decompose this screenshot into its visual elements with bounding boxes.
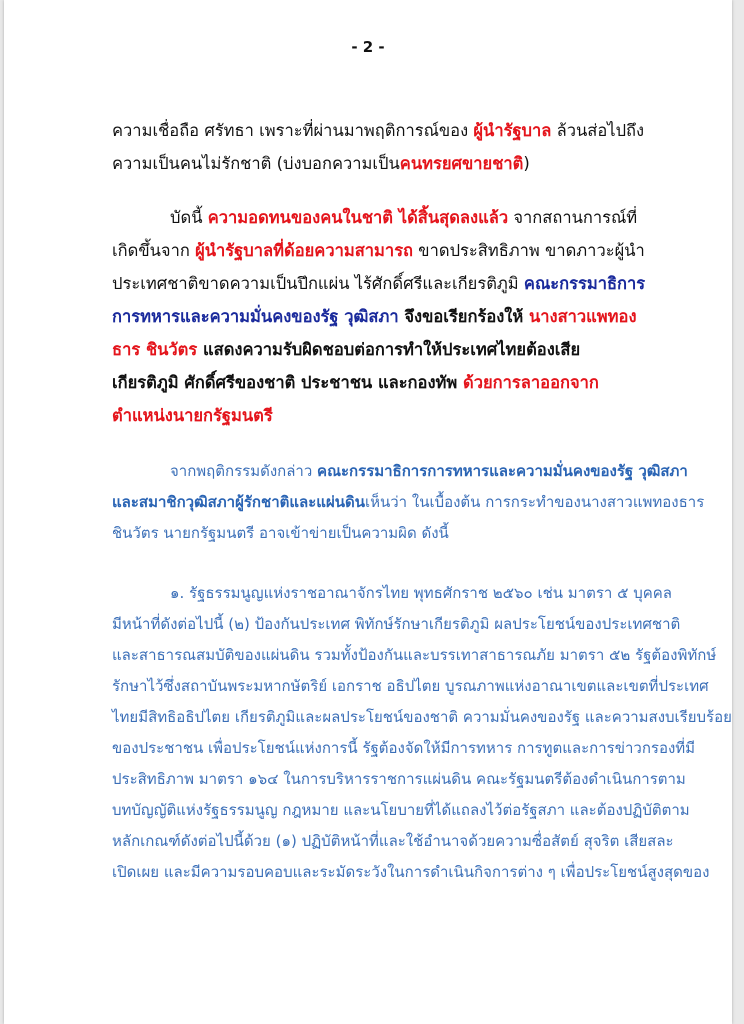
text: เกิดขึ้นจาก [112,241,196,260]
text: ล้วนส่อไปถึง [551,121,645,140]
p4-line: ของประชาชน เพื่อประโยชน์แห่งการนี้ รัฐต้องจัดให้มีการทหาร การทูตและการข่าวกรองที่มี [112,739,696,757]
p2-line-7 [112,399,668,432]
text: ขาดประสิทธิภาพ ขาดภาวะผู้นำ [413,241,645,260]
p4-line: รักษาไว้ซึ่งสถาบันพระมหากษัตริย์ เอกราช อธิปไตย บูรณภาพแห่งอาณาเขตและเขตที่ประเทศ [112,677,709,695]
highlight-government-leader: ผู้นำรัฐบาล [473,121,552,140]
highlight-resign: ด้วยการลาออกจาก [463,373,599,392]
text: ) [523,154,530,173]
text: เกียรติภูมิ ศักดิ์ศรีของชาติ ประชาชน และกองทัพ [112,373,464,392]
page-number: - 2 - [351,38,385,56]
p2-line-5 [112,333,668,366]
text: ประเทศชาติขาดความเป็นปึกแผ่น ไร้ศักดิ์ศรีและเกียรติภูมิ [112,274,524,293]
text: จึงขอเรียกร้องให้ [398,307,529,326]
p4-line: และสาธารณสมบัติของแผ่นดิน รวมทั้งป้องกันและบรรเทาสาธารณภัย มาตรา ๕๒ รัฐต้องพิทักษ์ [112,646,717,664]
highlight-incompetent-leader: ผู้นำรัฐบาลที่ด้อยความสามารถ [195,241,414,260]
p1-line-2 [112,147,668,180]
p3-line-3 [112,518,668,549]
paragraph-1 [112,114,668,180]
text: เห็นว่า ในเบื้องต้น การกระทำของนางสาวแพทองธาร [364,493,705,511]
p4-line: ไทยมีสิทธิอธิปไตย เกียรติภูมิและผลประโยชน์ของชาติ ความมั่นคงของรัฐ และความสงบเรียบร้อย [112,708,732,726]
highlight-prime-minister-position: ตำแหน่งนายกรัฐมนตรี [112,406,273,425]
highlight-committee: คณะกรรมาธิการการทหารและความมั่นคงของรัฐ วุฒิสภา [317,462,688,480]
p3-line-2 [112,487,705,518]
text: ชินวัตร นายกรัฐมนตรี อาจเข้าข่ายเป็นความผิด ดังนี้ [112,524,449,542]
highlight-patience-ended: ความอดทนของคนในชาติ ได้สิ้นสุดลงแล้ว [207,208,509,227]
p4-line: บทบัญญัติแห่งรัฐธรรมนูญ กฎหมาย และนโยบายที่ได้แถลงไว้ต่อรัฐสภา และต้องปฏิบัติตาม [112,801,690,819]
p2-line-1 [112,201,668,234]
p4-line: เปิดเผย และมีความรอบคอบและระมัดระวังในการดำเนินกิจการต่าง ๆ เพื่อประโยชน์สูงสุดของ [112,863,710,881]
text: จากสถานการณ์ที่ [508,208,638,227]
text: ความเชื่อถือ ศรัทธา เพราะที่ผ่านมาพฤติการณ์ของ [112,121,474,140]
paragraph-3 [112,456,705,549]
text: จากพฤติกรรมดังกล่าว [170,462,318,480]
p4-line: หลักเกณฑ์ดังต่อไปนี้ด้วย (๑) ปฏิบัติหน้าที่และใช้อำนาจด้วยความซื่อสัตย์ สุจริต เสียสละ [112,832,674,850]
p1-line-1 [112,114,668,147]
p2-line-3 [112,267,668,300]
p2-line-2 [112,234,668,267]
highlight-name: นางสาวแพทอง [528,307,637,326]
p4-line: มีหน้าที่ดังต่อไปนี้ (๒) ป้องกันประเทศ พิทักษ์รักษาเกียรติภูมิ ผลประโยชน์ของประเทศชาติ [112,615,681,633]
text: ความเป็นคนไม่รักชาติ (บ่งบอกความเป็น [112,154,400,173]
p4-line: ๑. รัฐธรรมนูญแห่งราชอาณาจักรไทย พุทธศักราช ๒๕๖๐ เช่น มาตรา ๕ บุคคล [170,584,672,602]
p2-line-4 [112,300,668,333]
paragraph-2 [112,201,668,432]
highlight-name-cont: ธาร ชินวัตร [112,340,198,359]
highlight-senators: และสมาชิกวุฒิสภาผู้รักชาติและแผ่นดิน [112,493,365,511]
paragraph-4 [112,578,732,888]
highlight-committee: คณะกรรมาธิการ [523,274,646,293]
document-page [4,0,732,1024]
p4-line: ประสิทธิภาพ มาตรา ๑๖๔ ในการบริหารราชการแผ่นดิน คณะรัฐมนตรีต้องดำเนินการตาม [112,770,686,788]
text: แสดงความรับผิดชอบต่อการทำให้ประเทศไทยต้องเสีย [197,340,581,359]
text: บัดนี้ [170,208,208,227]
p3-line-1 [112,456,688,487]
p2-line-6 [112,366,668,399]
highlight-committee-cont: การทหารและความมั่นคงของรัฐ วุฒิสภา [112,307,399,326]
highlight-traitor: คนทรยศขายชาติ [399,154,524,173]
